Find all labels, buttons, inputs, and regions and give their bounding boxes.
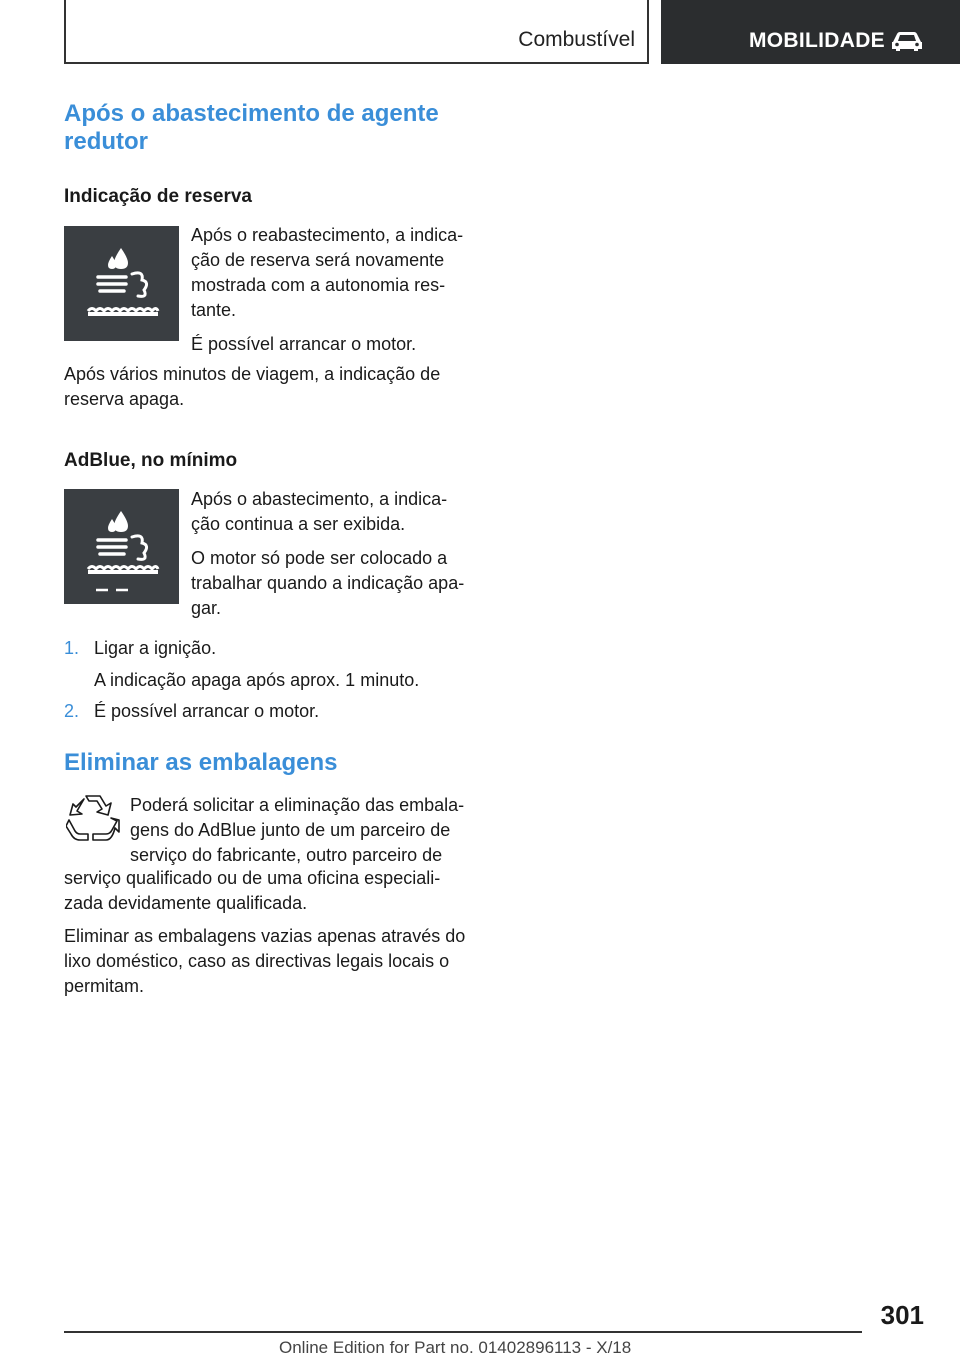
adblue-reserve-icon bbox=[64, 226, 179, 341]
minimum-para1 bbox=[191, 487, 483, 537]
section2-continued-text bbox=[64, 866, 484, 916]
text-line: permitam. bbox=[64, 976, 145, 996]
text-line: zada devidamente qualificada. bbox=[64, 893, 308, 913]
footer-edition: Online Edition for Part no. 01402896113 - X/18 bbox=[279, 1338, 632, 1357]
recycle-icon bbox=[66, 790, 120, 846]
footer-divider bbox=[64, 1331, 862, 1333]
text-line: ção continua a ser exibida. bbox=[191, 514, 406, 534]
chapter-label: MOBILIDADE bbox=[749, 29, 885, 52]
section-title-line1: Após o abastecimento de agente bbox=[64, 100, 439, 127]
text-line: Após o abastecimento, a indica- bbox=[191, 489, 448, 509]
section-title bbox=[64, 100, 480, 156]
section2-title: Eliminar as embalagens bbox=[64, 749, 338, 776]
text-line: lixo doméstico, caso as directivas legais locais o bbox=[64, 951, 450, 971]
section2-para2 bbox=[64, 924, 484, 999]
list-item bbox=[64, 699, 484, 725]
page-number: 301 bbox=[880, 1300, 924, 1330]
text-line: Após vários minutos de viagem, a indicação de bbox=[64, 364, 441, 384]
minimum-heading: AdBlue, no mínimo bbox=[64, 450, 238, 471]
minimum-para2 bbox=[191, 546, 483, 621]
car-icon bbox=[889, 29, 925, 53]
text-line: Eliminar as embalagens vazias apenas através do bbox=[64, 926, 466, 946]
list-item bbox=[64, 636, 484, 696]
reserve-para2: É possível arrancar o motor. bbox=[191, 334, 417, 354]
step-text: Ligar a ignição. bbox=[94, 638, 217, 658]
list-number: 2. bbox=[64, 701, 80, 721]
section2-side-text bbox=[130, 793, 490, 868]
text-line: tante. bbox=[191, 300, 237, 320]
reserve-after-text bbox=[64, 362, 484, 412]
text-line: serviço do fabricante, outro parceiro de bbox=[130, 845, 443, 865]
minimum-side-text bbox=[191, 487, 483, 621]
text-line: gens do AdBlue junto de um parceiro de bbox=[130, 820, 451, 840]
step-text: É possível arrancar o motor. bbox=[94, 701, 320, 721]
text-line: trabalhar quando a indicação apa- bbox=[191, 573, 465, 593]
chapter-tab bbox=[661, 0, 960, 64]
section-title-line2: redutor bbox=[64, 128, 148, 155]
adblue-minimum-icon bbox=[64, 489, 179, 604]
text-line: O motor só pode ser colocado a bbox=[191, 548, 448, 568]
text-line: serviço qualificado ou de uma oficina especiali- bbox=[64, 868, 441, 888]
reserve-para1 bbox=[191, 223, 483, 323]
text-line: reserva apaga. bbox=[64, 389, 185, 409]
text-line: mostrada com a autonomia res- bbox=[191, 275, 446, 295]
reserve-side-text bbox=[191, 223, 483, 357]
section-title-block bbox=[64, 100, 480, 156]
text-line: Após o reabastecimento, a indica- bbox=[191, 225, 464, 245]
text-line: ção de reserva será novamente bbox=[191, 250, 445, 270]
running-header bbox=[64, 0, 649, 64]
section-label: Combustível bbox=[518, 28, 635, 51]
text-line: gar. bbox=[191, 598, 222, 618]
reserve-heading: Indicação de reserva bbox=[64, 186, 252, 207]
step-note: A indicação apaga após aprox. 1 minuto. bbox=[94, 670, 420, 690]
text-line: Poderá solicitar a eliminação das embala- bbox=[130, 795, 465, 815]
list-number: 1. bbox=[64, 638, 80, 658]
